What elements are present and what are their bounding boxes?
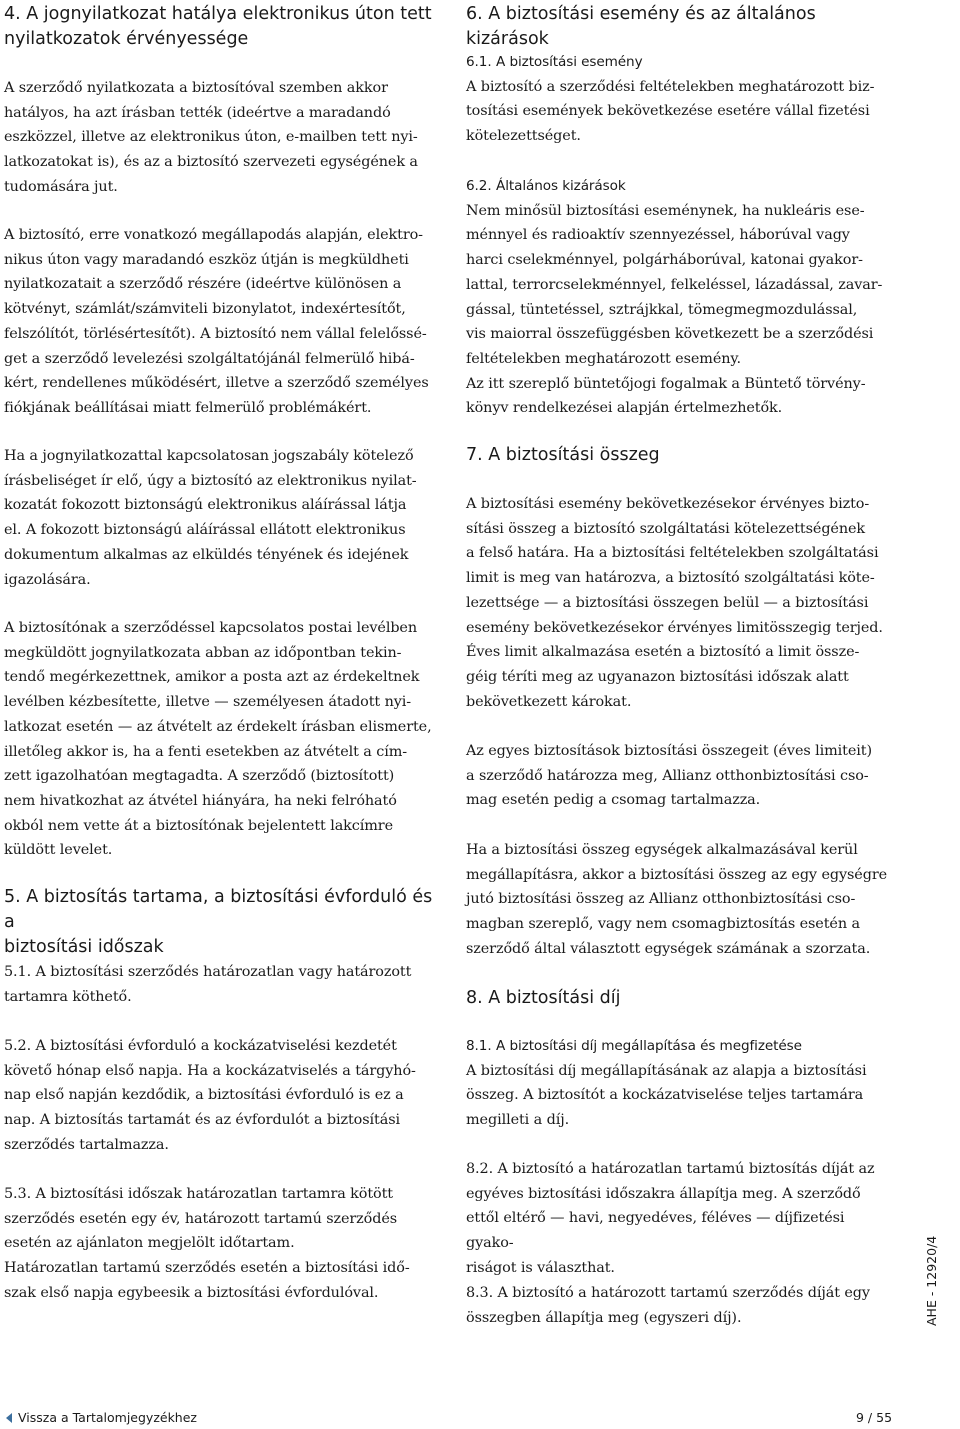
text-line: Határozatlan tartamú szerződés esetén a biztosítási idő- <box>4 1260 410 1277</box>
text-line: Az itt szereplő büntetőjogi fogalmak a Büntető törvény- <box>466 375 866 392</box>
section-8-heading <box>466 986 896 1011</box>
text-line: szerződő által választott egységek számának a szorzata. <box>466 940 871 957</box>
text-line: írásbeliséget ír elő, úgy a biztosító az elektronikus nyilat- <box>4 472 417 489</box>
text-line: nikus úton vagy maradandó eszköz útján is megküldheti <box>4 251 409 268</box>
text-line: megállapításra, akkor a biztosítási összeg az egy egységre <box>466 866 888 883</box>
text-line: lattal, terrorcselekménnyel, felkeléssel, lázadással, zavar- <box>466 276 883 293</box>
paragraph-8-3 <box>466 1281 896 1330</box>
section-4-heading <box>4 2 434 52</box>
paragraph-5-2 <box>4 1034 434 1158</box>
section-4-title-line-1: 4. A jognyilatkozat hatálya elektronikus úton tett <box>4 4 432 24</box>
text-line: kötvényt, számlát/számviteli bizonylatot, indexértesítőt, <box>4 301 406 318</box>
text-line: 8.3. A biztosító a határozott tartamú szerződés díját egy <box>466 1285 870 1301</box>
text-line: felszólítót, törlésértesítőt). A biztosító nem vállal felelőssé- <box>4 325 427 342</box>
text-line: latkozat esetén — az átvételt az érdekelt írásban elismerte, <box>4 718 432 735</box>
text-line: el. A fokozott biztonságú aláírással ellátott elektronikus <box>4 522 406 539</box>
subheading-title: Általános kizárások <box>496 178 626 194</box>
text-line: dokumentum alkalmas az elküldés tényének és idejének <box>4 546 409 563</box>
section-8-title: 8. A biztosítási díj <box>466 988 621 1008</box>
text-line: esemény bekövetkezésekor érvényes limitösszegig terjed. <box>466 619 883 636</box>
text-line: megküldött jognyilatkozata abban az időpontban tekin- <box>4 644 402 661</box>
text-line: könyv rendelkezései alapján értelmezhetők. <box>466 400 783 417</box>
paragraph-electronic-delivery <box>4 223 434 421</box>
text-line: A biztosítónak a szerződéssel kapcsolatos postai levélben <box>4 620 418 636</box>
section-5-title-line-2: biztosítási időszak <box>4 937 164 957</box>
text-line: bekövetkezett károkat. <box>466 693 632 710</box>
text-line: tudomására jut. <box>4 178 118 195</box>
text-line: levélben kézbesítette, illetve — személyesen átadott nyi- <box>4 694 412 711</box>
text-line: összeg. A biztosítót a kockázatviselése teljes tartamára <box>466 1087 864 1104</box>
text-line: küldött levelet. <box>4 842 113 859</box>
section-7-heading <box>466 443 896 468</box>
text-line: 8.2. A biztosító a határozatlan tartamú biztosítás díját az <box>466 1161 875 1177</box>
paragraph-5-3 <box>4 1182 434 1306</box>
text-line: A biztosítási díj megállapításának az alapja a biztosítási <box>466 1062 867 1079</box>
subheading-6-2 <box>466 174 896 199</box>
text-line: zett igazolhatóan megtagadta. A szerződő (biztosított) <box>4 768 395 785</box>
text-line: A biztosító, erre vonatkozó megállapodás alapján, elektro- <box>4 227 423 243</box>
paragraph-electronic-signature <box>4 444 434 592</box>
section-7-title: 7. A biztosítási összeg <box>466 445 660 465</box>
text-line: fiókjának beállításai miatt felmerülő problémákért. <box>4 399 372 416</box>
section-6-title: 6. A biztosítási esemény és az általános kizárások <box>466 4 816 49</box>
text-line: Ha a biztosítási összeg egységek alkalmazásával kerül <box>466 842 858 858</box>
text-line: hatályos, ha azt írásban tették (ideértve a maradandó <box>4 104 391 121</box>
text-line: géig téríti meg az ugyanazon biztosítási időszak alatt <box>466 668 849 685</box>
paragraph-8-2 <box>466 1157 896 1281</box>
text-line: gással, tüntetéssel, sztrájkkal, tömegmegmozdulással, <box>466 301 858 318</box>
text-line: ménnyel és radioaktív szennyezéssel, háborúval vagy <box>466 227 850 244</box>
text-line: A szerződő nyilatkozata a biztosítóval szemben akkor <box>4 80 388 96</box>
text-line: lezettsége — a biztosítási összegen belül — a biztosítási <box>466 594 869 611</box>
text-line: a felső határa. Ha a biztosítási feltételekben szolgáltatási <box>466 545 879 562</box>
text-line: kötelezettséget. <box>466 128 581 145</box>
text-line: nem hivatkozhat az átvétel hiányára, ha neki felróható <box>4 792 397 809</box>
text-line: riságot is választhat. <box>466 1259 615 1276</box>
text-line: Nem minősül biztosítási eseménynek, ha nukleáris ese- <box>466 202 865 219</box>
back-arrow-icon <box>6 1413 12 1423</box>
subheading-number: 6.1. <box>466 54 492 70</box>
text-line: nap első napján kezdődik, a biztosítási évforduló is ez a <box>4 1087 404 1104</box>
page-number: 9 / 55 <box>856 1410 893 1425</box>
section-5-heading <box>4 885 434 960</box>
text-line: 5.2. A biztosítási évforduló a kockázatviselési kezdetét <box>4 1038 397 1054</box>
text-line: eszközzel, illetve az elektronikus úton, e-mailben tett nyi- <box>4 129 418 146</box>
section-8-1 <box>466 1034 896 1133</box>
text-line: A biztosítási esemény bekövetkezésekor érvényes bizto- <box>466 496 870 512</box>
text-line: megilleti a díj. <box>466 1112 570 1129</box>
text-line: kért, rendellenes működésért, illetve a szerződő személyes <box>4 375 429 392</box>
section-4-title-line-2: nyilatkozatok érvényessége <box>4 29 249 49</box>
text-line: szak első napja egybeesik a biztosítási évfordulóval. <box>4 1284 379 1301</box>
text-line: kozatát fokozott biztonságú elektronikus aláírással látja <box>4 497 407 514</box>
text-line: get a szerződő levelezési szolgáltatójánál felmerülő hibá- <box>4 350 415 367</box>
section-5-title-line-1: 5. A biztosítás tartama, a biztosítási évforduló és a <box>4 887 433 932</box>
text-line: nyilatkozatait a szerződő részére (ideértve különösen a <box>4 276 402 293</box>
text-line: A biztosító a szerződési feltételekben meghatározott biz- <box>466 78 875 95</box>
text-line: a szerződő határozza meg, Allianz otthonbiztosítási cso- <box>466 767 869 784</box>
text-line: tosítási események bekövetkezése esetére vállal fizetési <box>466 103 870 120</box>
text-line: Éves limit alkalmazása esetén a biztosító a limit össze- <box>466 644 860 661</box>
text-line: tendő megérkezettnek, amikor a posta azt az érdekeltnek <box>4 669 420 686</box>
section-6-1 <box>466 50 896 149</box>
section-6-heading <box>466 2 896 52</box>
subheading-title: A biztosítási esemény <box>496 54 643 70</box>
text-line: tartamra köthető. <box>4 988 132 1005</box>
text-line: 5.3. A biztosítási időszak határozatlan tartamra kötött <box>4 1186 393 1202</box>
text-line: latkozatokat is), és az a biztosító szervezeti egységének a <box>4 154 418 171</box>
paragraph-7-2 <box>466 739 896 813</box>
text-line: jutó biztosítási összeg az Allianz otthonbiztosítási cso- <box>466 891 856 908</box>
text-line: nap. A biztosítás tartamát és az évfordulót a biztosítási <box>4 1112 400 1129</box>
subheading-8-1 <box>466 1034 896 1059</box>
text-line: limit is meg van határozva, a biztosító szolgáltatási köte- <box>466 570 875 587</box>
subheading-title: A biztosítási díj megállapítása és megfizetése <box>496 1038 802 1054</box>
paragraph-5-1 <box>4 960 434 1009</box>
text-line: esetén az ajánlaton megjelölt időtartam. <box>4 1235 295 1252</box>
text-line: Ha a jognyilatkozattal kapcsolatosan jogszabály kötelező <box>4 448 414 464</box>
text-line: okból nem vette át a biztosítónak bejelentett lakcímre <box>4 817 393 834</box>
text-line: egyéves biztosítási időszakra állapítja meg. A szerződő <box>466 1185 861 1202</box>
document-reference: AHE - 12920/4 <box>924 1235 939 1326</box>
text-line: igazolására. <box>4 571 91 588</box>
paragraph-postal-delivery <box>4 616 434 863</box>
subheading-number: 8.1. <box>466 1038 492 1054</box>
subheading-number: 6.2. <box>466 178 492 194</box>
text-line: követő hónap első napja. Ha a kockázatviselés a tárgyhó- <box>4 1062 416 1079</box>
text-line: vis maiorral összefüggésben következett be a szerződési <box>466 326 874 343</box>
text-line: feltételekben meghatározott esemény. <box>466 350 742 367</box>
text-line: harci cselekménnyel, polgárháborúval, katonai gyakor- <box>466 252 863 269</box>
subheading-6-1 <box>466 50 896 75</box>
back-to-toc-label: Vissza a Tartalomjegyzékhez <box>18 1410 197 1425</box>
back-to-toc-link[interactable] <box>6 1410 197 1425</box>
paragraph-7-3 <box>466 838 896 962</box>
text-line: magban szereplő, vagy nem csomagbiztosítás esetén a <box>466 916 860 933</box>
section-6-2 <box>466 174 896 421</box>
paragraph-declaration-effect <box>4 76 434 200</box>
text-line: szerződés tartalmazza. <box>4 1136 169 1153</box>
paragraph-7-1 <box>466 492 896 714</box>
text-line: mag esetén pedig a csomag tartalmazza. <box>466 792 761 809</box>
text-line: szerződés esetén egy év, határozott tartamú szerződés <box>4 1210 398 1227</box>
text-line: összegben állapítja meg (egyszeri díj). <box>466 1309 742 1326</box>
text-line: 5.1. A biztosítási szerződés határozatlan vagy határozott <box>4 964 412 980</box>
text-line: illetőleg akkor is, ha a fenti esetekben az átvételt a cím- <box>4 743 408 760</box>
text-line: ettől eltérő — havi, negyedéves, féléves — díjfizetési gyako- <box>466 1210 845 1252</box>
text-line: sítási összeg a biztosító szolgáltatási kötelezettségének <box>466 520 866 537</box>
text-line: Az egyes biztosítások biztosítási összegeit (éves limiteit) <box>466 743 872 759</box>
